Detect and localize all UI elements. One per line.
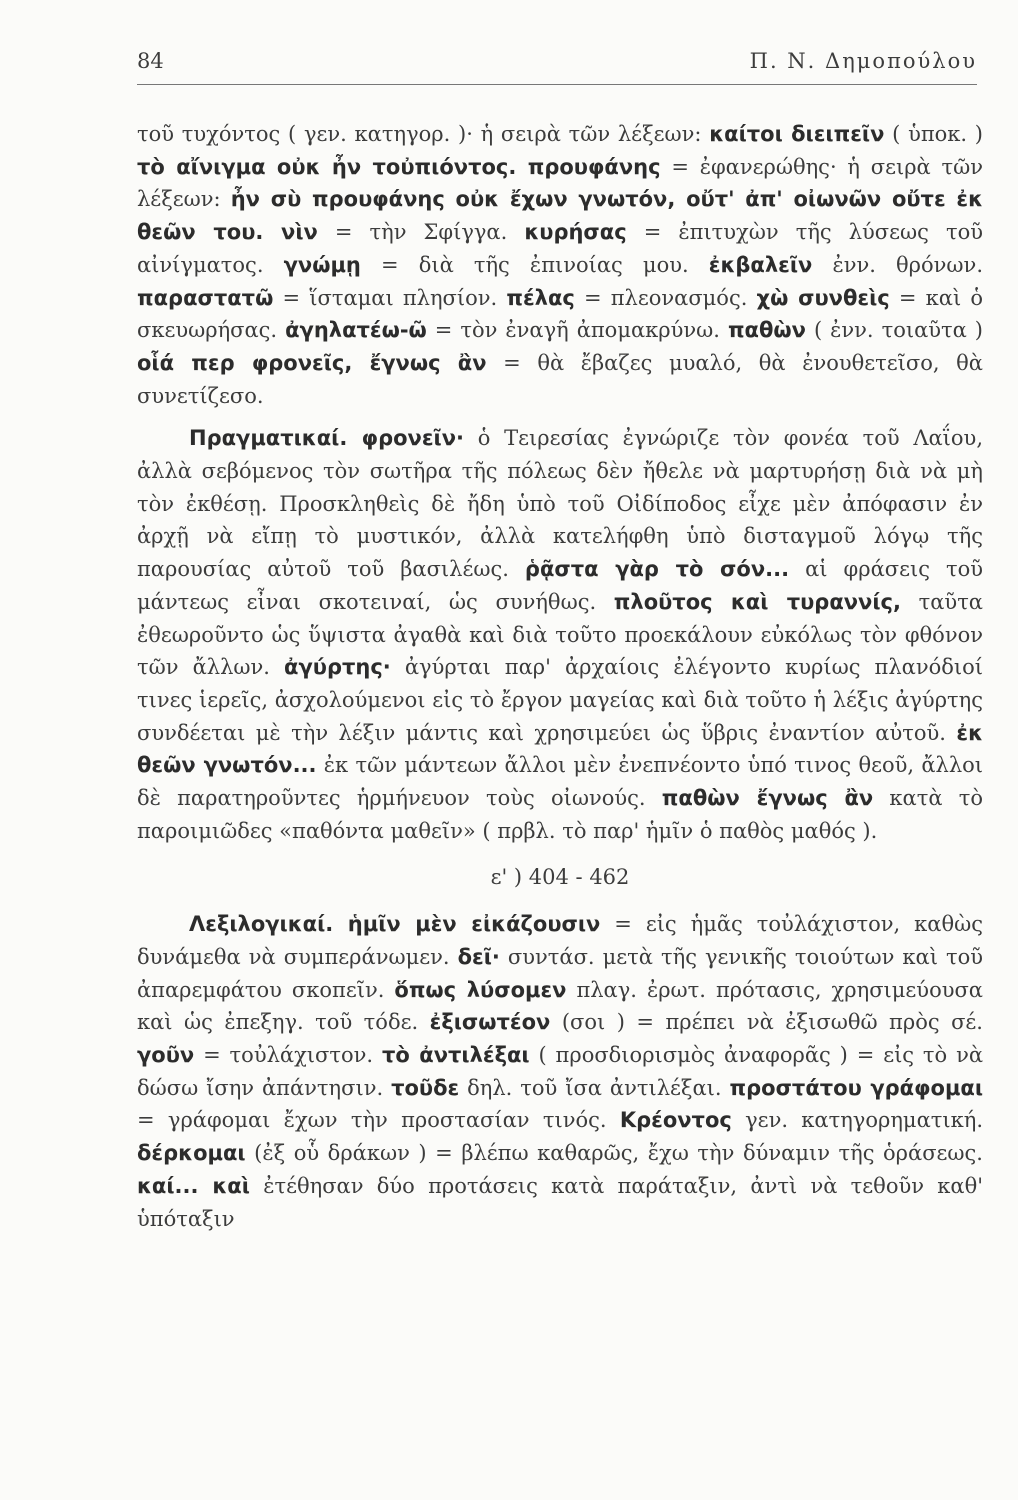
commentary-text: (ἐξ οὗ δράκων ) = βλέπω καθαρῶς, ἔχω τὴν δύναμιν τῆς ὁράσεως. [245,1141,983,1166]
lemma-term: παθὼν ἔγνως ἂν [661,786,874,811]
commentary-text: ἐκ τῶν μάντεων ἄλλοι μὲν ἐνεπνέοντο ὑπό τινος θεοῦ, ἄλλοι δὲ παρατηροῦντες ἡρμήνευον τοὺς οἰωνούς. [137,753,983,811]
paragraph [137,908,983,1235]
lemma-term: παραστατῶ [137,285,274,310]
commentary-text: = τὴν Σφίγγα. [317,220,525,245]
commentary-text: = θὰ ἔβαζες μυαλό, θὰ ἐνουθετεῖσο, θὰ συνετίζεσο. [137,350,983,408]
commentary-text: = εἰς ἡμᾶς τοὐλάχιστον, καθὼς δυνάμεθα νὰ συμπεράνωμεν. [137,912,983,969]
lemma-term: τὸ αἴνιγμα οὐκ ἦν τοὐπιόντος. προυφάνης [137,154,661,179]
commentary-text: κατὰ τὸ παροιμιῶδες «παθόντα μαθεῖν» ( πρβλ. τὸ παρ' ἡμῖν ὁ παθὸς μαθός ). [137,786,984,843]
lemma-term: ἐκβαλεῖν [708,252,813,277]
commentary-text: = τὸν ἐναγῆ ἀπομακρύνω. [426,318,728,343]
lemma-term: γνώμῃ [283,252,361,277]
commentary-text: = τοὐλάχιστον. [194,1042,382,1067]
lemma-term: Λεξιλογικαί. ἡμῖν μὲν εἰκάζουσιν [189,912,601,937]
lemma-term: παθὼν [727,318,806,343]
commentary-text: ( ἐνν. τοιαῦτα ) [805,318,983,343]
commentary-text: ὁ Τειρεσίας ἐγνώριζε τὸν φονέα τοῦ Λαΐου, ἀλλὰ σεβόμενος τὸν σωτῆρα τῆς πόλεως δὲν ἤθελε νὰ μαρτυρήσῃ διὰ νὰ μὴ τὸν ἐκθέσῃ. Προσκληθεὶς δὲ ἤδη ὑπὸ τοῦ Οἰδίποδος εἶχε μὲν ἀπόφασιν ἐν ἀρχῇ νὰ εἴπῃ τὸ μυστικόν, ἀλλὰ κατελήφθη ὑπὸ δισταγμοῦ λόγῳ τῆς παρουσίας αὐτοῦ τοῦ βασιλέως. [137,426,983,582]
commentary-text: ( ὑποκ. ) [884,122,983,146]
commentary-text: αἱ φράσεις τοῦ μάντεως εἶναι σκοτειναί, ὡς συνήθως. [137,557,983,614]
commentary-text: = ἐφανερώθης· ἡ σειρὰ τῶν λέξεων: [137,154,984,212]
commentary-text: πλαγ. ἐρωτ. πρότασις, χρησιμεύουσα καὶ ὡς ἐπεξηγ. τοῦ τόδε. [137,977,983,1035]
lemma-term: Πραγματικαί. φρονεῖν· [189,426,465,451]
lemma-term: γοῦν [137,1042,195,1067]
commentary-text: ( προσδιορισμὸς ἀναφορᾶς ) = εἰς τὸ νὰ δώσω ἴσην ἀπάντησιν. [137,1042,984,1100]
commentary-text: = καὶ ὁ σκευωρήσας. [137,285,983,343]
commentary-text: = πλεονασμός. [574,285,757,310]
commentary-text: ἀγύρται παρ' ἀρχαίοις ἐλέγοντο κυρίως πλανόδιοί τινες ἱερεῖς, ἀσχολούμενοι εἰς τὸ ἔργον μαγείας καὶ διὰ τοῦτο ἡ λέξις ἀγύρτης συνδέεται μὲ τὴν λέξιν μάντις καὶ χρησιμεύει ὡς ὕβρις ἐναντίον αὐτοῦ. [137,655,983,745]
lemma-term: δεῖ· [457,944,500,969]
commentary-text: = ἵσταμαι πλησίον. [273,285,507,310]
lemma-term: ἐξισωτέον [429,1010,551,1035]
lemma-term: ῥᾷστα γὰρ τὸ σόν... [524,557,790,582]
section-heading: ε' ) 404 - 462 [490,865,630,890]
lemma-term: ἐκ θεῶν γνωτόν... [137,720,983,778]
lemma-term: κυρήσας [524,220,627,245]
paragraph [137,118,983,412]
lemma-term: δέρκομαι [137,1141,246,1166]
commentary-text: = γράφομαι ἔχων τὴν προστασίαν τινός. [137,1108,620,1133]
commentary-text: = ἐπιτυχὼν τῆς λύσεως τοῦ αἰνίγματος. [137,220,983,277]
page-header [137,46,977,85]
commentary-text: ταῦτα ἐθεωροῦντο ὡς ὕψιστα ἀγαθὰ καὶ διὰ τοῦτο προεκάλουν εὐκόλως τὸν φθόνον τῶν ἄλλων. [137,589,983,680]
lemma-term: χὼ συνθεὶς [756,285,890,310]
commentary-text: ἐτέθησαν δύο προτάσεις κατὰ παράταξιν, ἀντὶ νὰ τεθοῦν καθ' ὑπόταξιν [137,1173,984,1231]
lemma-term: ἀγηλατέω-ῶ [285,318,427,343]
lemma-term: τοῦδε [391,1075,460,1100]
lemma-term: προστάτου γράφομαι [729,1075,984,1100]
body-text [137,118,983,1235]
commentary-text: (σοι ) = πρέπει νὰ ἐξισωθῶ πρὸς σέ. [550,1010,983,1035]
lemma-term: οἷά περ φρονεῖς, ἔγνως ἂν [137,350,487,375]
page-number: 84 [137,49,164,73]
commentary-text: = διὰ τῆς ἐπινοίας μου. [360,252,709,277]
lemma-term: ἦν σὺ προυφάνης οὐκ ἔχων γνωτόν, οὔτ' ἀπ' οἰωνῶν οὔτε ἐκ θεῶν του. νὶν [137,187,984,245]
lemma-term: πέλας [506,285,575,310]
commentary-text: τοῦ τυχόντος ( γεν. κατηγορ. )· ἡ σειρὰ τῶν λέξεων: [137,122,710,146]
lemma-term: Κρέοντος [619,1108,732,1133]
commentary-text: ἐνν. θρόνων. [812,252,983,277]
lemma-term: τὸ ἀντιλέξαι [381,1042,530,1067]
lemma-term: πλοῦτος καὶ τυραννίς, [613,589,901,614]
paragraph [137,422,983,847]
running-head: Π. Ν. Δημοπούλου [749,49,977,73]
commentary-text: συντάσ. μετὰ τῆς γενικῆς τοιούτων καὶ τοῦ ἀπαρεμφάτου σκοπεῖν. [137,944,983,1002]
lemma-term: καίτοι διειπεῖν [709,122,885,146]
lemma-term: ἀγύρτης· [284,655,391,680]
lemma-term: καί... καὶ [137,1173,250,1198]
lemma-term: ὅπως λύσομεν [394,977,567,1002]
commentary-text: γεν. κατηγορηματική. [731,1108,983,1133]
commentary-text: δηλ. τοῦ ἴσα ἀντιλέξαι. [459,1075,730,1100]
